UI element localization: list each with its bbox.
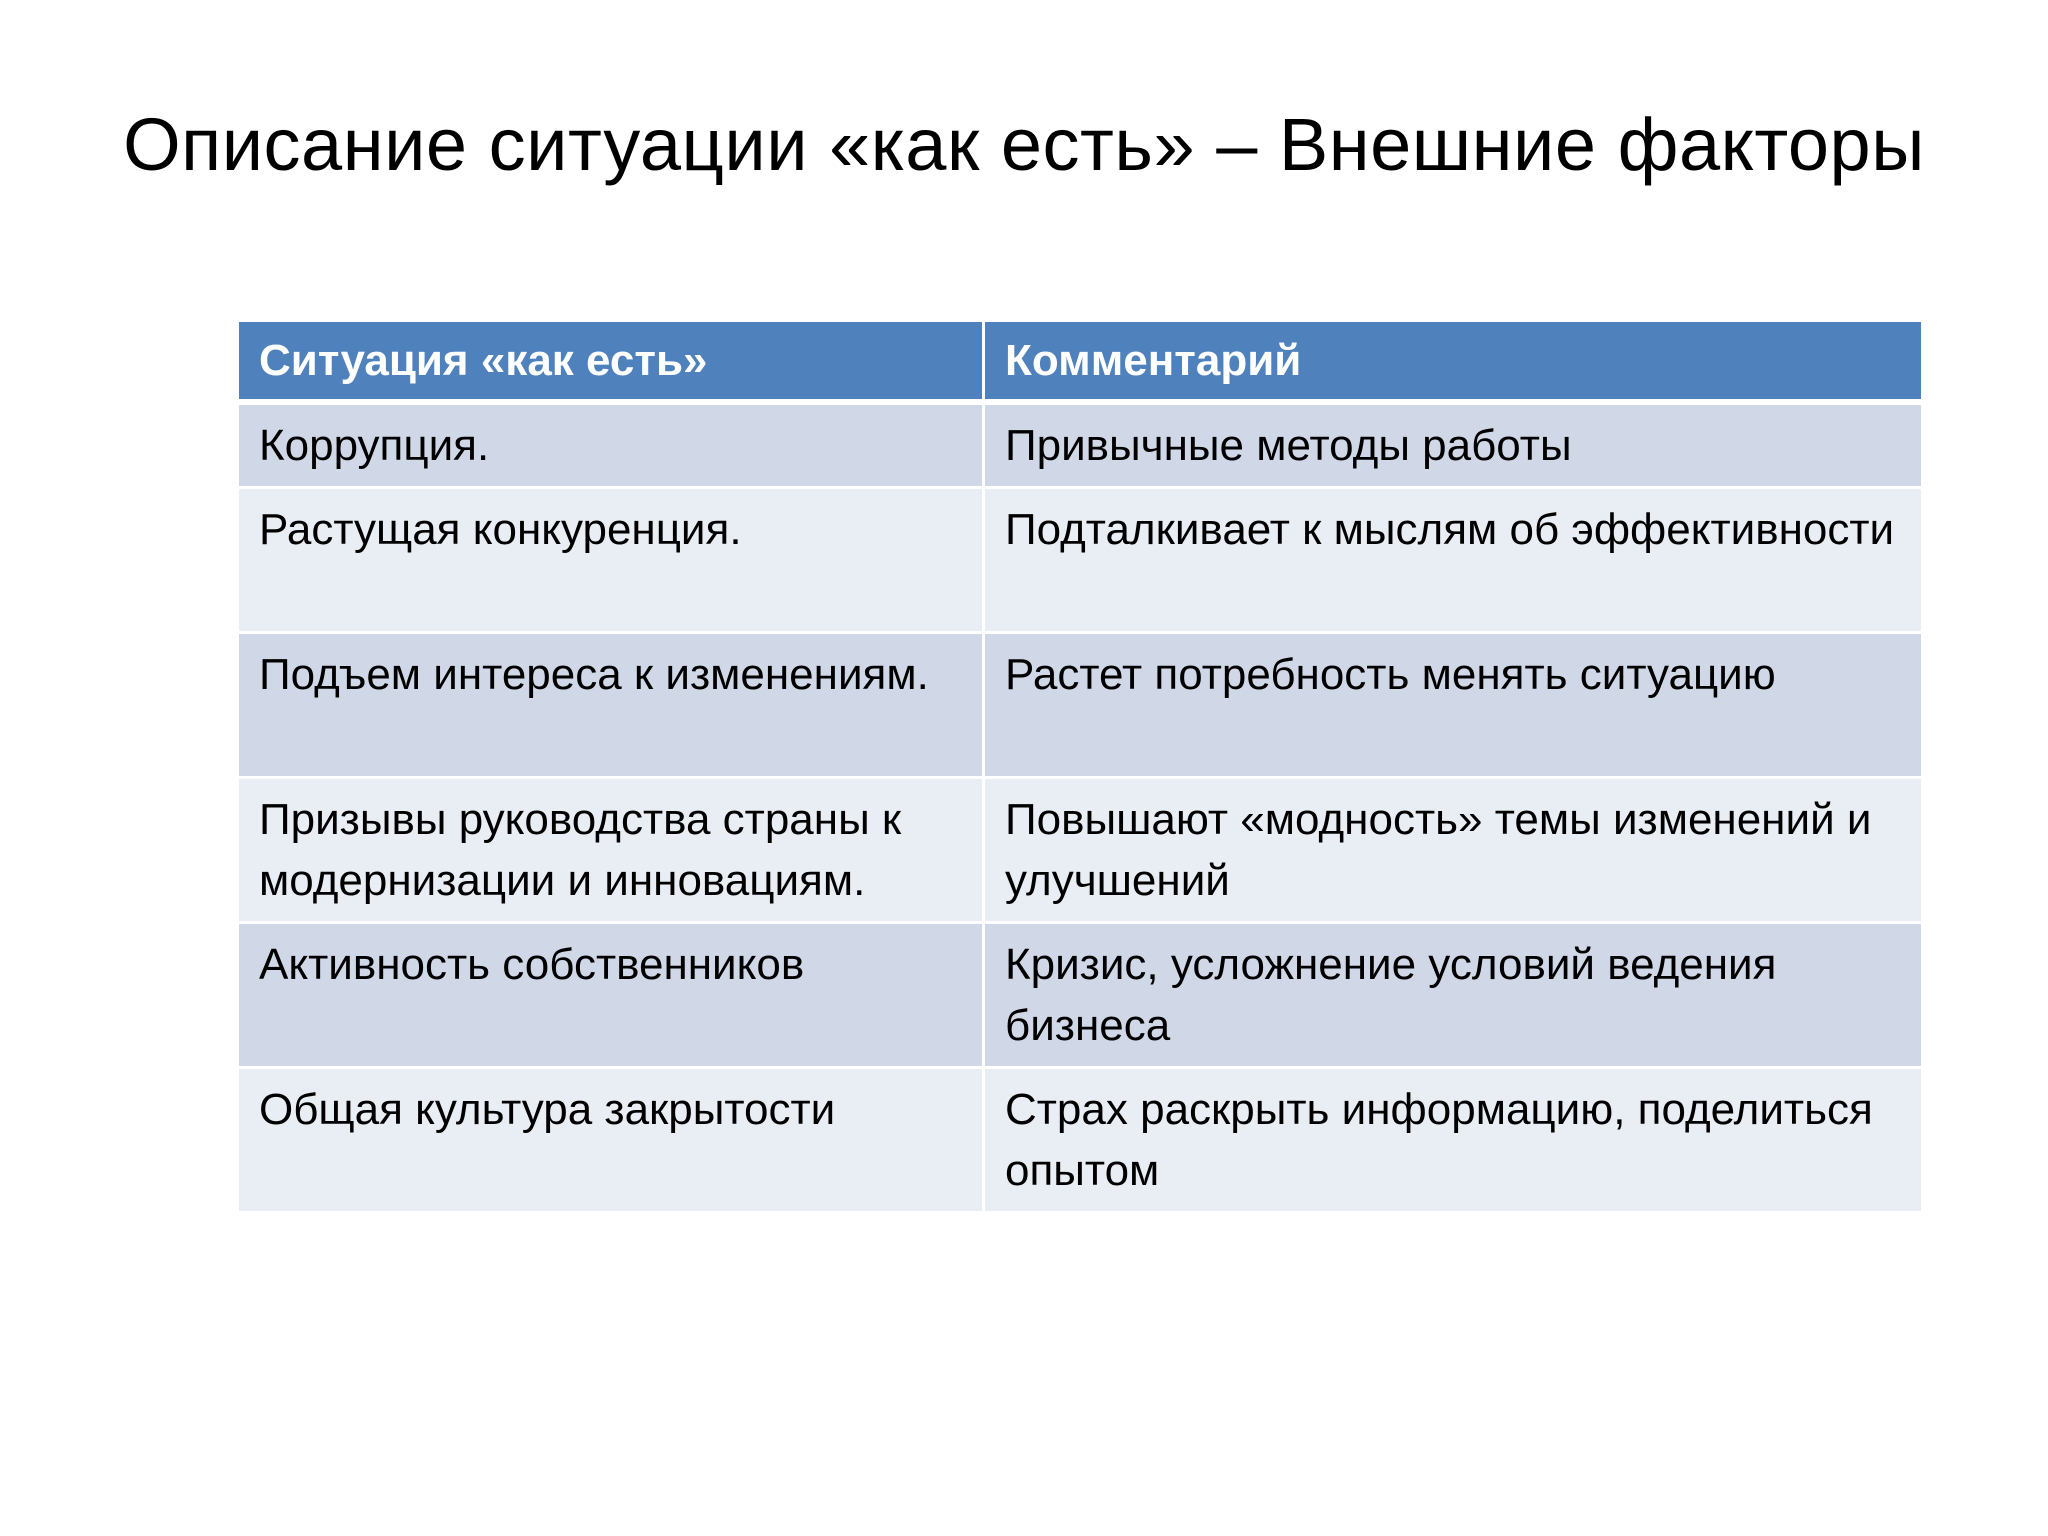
factors-table (236, 319, 1924, 1214)
table-row (238, 923, 1923, 1068)
situation-cell: Подъем интереса к изменениям. (238, 633, 984, 778)
slide-title: Описание ситуации «как есть» – Внешние факторы (123, 103, 1925, 186)
table-header-row (238, 321, 1923, 403)
comment-cell: Подталкивает к мыслям об эффективности (984, 488, 1923, 633)
table-row (238, 633, 1923, 778)
situation-cell: Растущая конкуренция. (238, 488, 984, 633)
header-situation: Ситуация «как есть» (238, 321, 984, 403)
table-row (238, 488, 1923, 633)
comment-cell: Привычные методы работы (984, 402, 1923, 488)
comment-cell: Растет потребность менять ситуацию (984, 633, 1923, 778)
situation-cell: Коррупция. (238, 402, 984, 488)
comment-cell: Страх раскрыть информацию, поделиться опытом (984, 1068, 1923, 1213)
table-row (238, 402, 1923, 488)
factors-table-container (236, 319, 1921, 1214)
table-row (238, 1068, 1923, 1213)
situation-cell: Активность собственников (238, 923, 984, 1068)
comment-cell: Кризис, усложнение условий ведения бизнеса (984, 923, 1923, 1068)
situation-cell: Общая культура закрытости (238, 1068, 984, 1213)
comment-cell: Повышают «модность» темы изменений и улучшений (984, 778, 1923, 923)
situation-cell: Призывы руководства страны к модернизации и инновациям. (238, 778, 984, 923)
header-comment: Комментарий (984, 321, 1923, 403)
table-row (238, 778, 1923, 923)
